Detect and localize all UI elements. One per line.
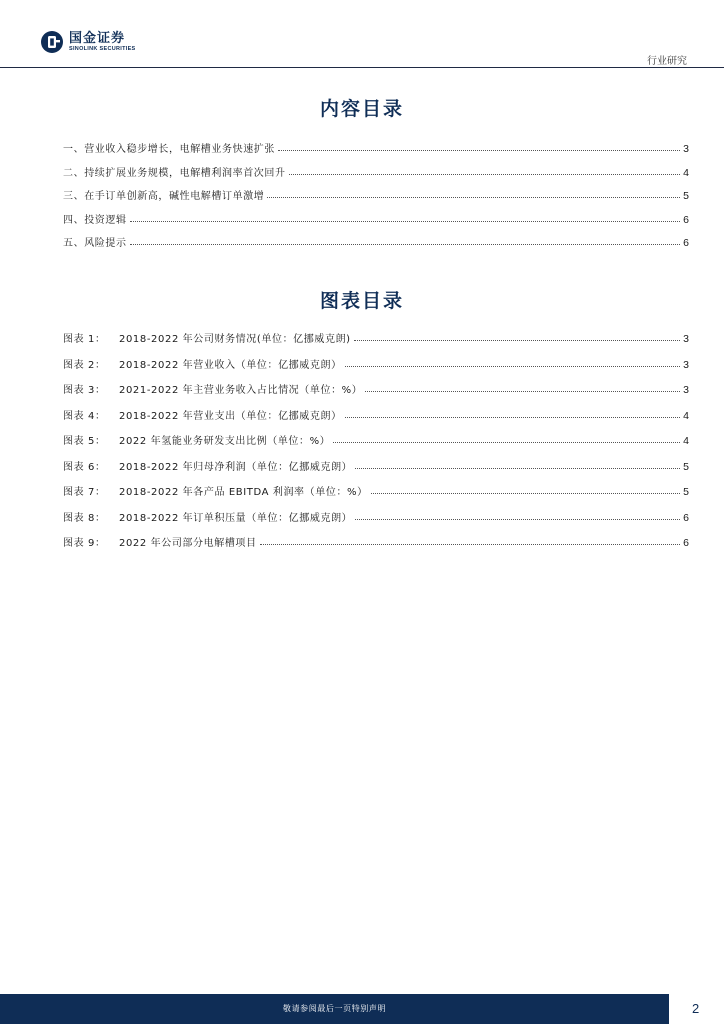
figures-title: 图表目录 <box>319 290 404 312</box>
figure-item-label: 2018-2022 年订单积压量（单位：亿挪威克朗） <box>119 512 353 524</box>
header-divider <box>0 67 724 68</box>
contents-title: 内容目录 <box>319 98 404 120</box>
toc-item-label: 三、在手订单创新高，碱性电解槽订单激增 <box>63 191 265 202</box>
dot-leader <box>130 236 681 245</box>
figure-item[interactable] <box>63 458 689 484</box>
figure-item-page: 4 <box>683 409 689 422</box>
figure-item-prefix: 图表 3： <box>63 385 106 396</box>
dot-leader <box>355 460 680 469</box>
figure-item-page: 3 <box>683 333 689 345</box>
toc-item-label: 一、营业收入稳步增长，电解槽业务快速扩张 <box>63 144 275 155</box>
toc-item[interactable] <box>63 234 689 258</box>
dot-leader <box>278 142 680 151</box>
page-header <box>0 0 724 70</box>
figure-item-label: 2018-2022 年公司财务情况(单位：亿挪威克朗) <box>119 334 351 345</box>
figure-item-label: 2018-2022 年各产品 EBITDA 利润率（单位：%） <box>119 487 368 498</box>
figure-item-prefix: 图表 5： <box>63 436 106 447</box>
figure-item-label: 2021-2022 年主营业务收入占比情况（单位：%） <box>119 385 363 396</box>
figure-item-prefix: 图表 6： <box>63 461 106 473</box>
figure-item[interactable] <box>63 509 689 535</box>
figures-list <box>63 330 689 560</box>
figure-item-page: 3 <box>683 358 689 371</box>
figure-item-prefix: 图表 8： <box>63 512 106 524</box>
report-category: 行业研究 <box>647 56 687 67</box>
figure-item-prefix: 图表 7： <box>63 487 106 498</box>
figure-item[interactable] <box>63 330 689 356</box>
figure-item-prefix: 图表 2： <box>63 359 106 371</box>
figure-item-page: 5 <box>683 460 689 473</box>
figure-item-page: 6 <box>683 537 689 549</box>
dot-leader <box>354 332 680 341</box>
figure-item-page: 6 <box>683 511 689 524</box>
toc-item-label: 五、风险提示 <box>63 238 127 249</box>
footer-disclaimer: 敬请参阅最后一页特别声明 <box>282 1004 387 1013</box>
figure-item[interactable] <box>63 381 689 407</box>
toc-item-page: 6 <box>683 213 689 226</box>
figure-item[interactable] <box>63 483 689 509</box>
figure-item-prefix: 图表 9： <box>63 538 106 549</box>
toc-item[interactable] <box>63 187 689 211</box>
toc-item[interactable] <box>63 164 689 188</box>
figure-item-page: 5 <box>683 486 689 498</box>
dot-leader <box>267 189 680 198</box>
dot-leader <box>130 213 681 222</box>
figure-item-label: 2018-2022 年归母净利润（单位：亿挪威克朗） <box>119 461 353 473</box>
figure-item-page: 3 <box>683 384 689 396</box>
dot-leader <box>345 409 680 418</box>
toc-item-label: 四、投资逻辑 <box>63 214 127 226</box>
figure-item-label: 2018-2022 年营业支出（单位：亿挪威克朗） <box>119 410 342 422</box>
dot-leader <box>365 383 680 392</box>
brand-name-en: SINOLINK SECURITIES <box>69 45 136 52</box>
figure-item[interactable] <box>63 534 689 560</box>
figure-item[interactable] <box>63 432 689 458</box>
dot-leader <box>371 485 680 494</box>
toc-item-page: 4 <box>683 166 689 179</box>
dot-leader <box>260 536 681 545</box>
toc-item-page: 5 <box>683 190 689 202</box>
figure-item-prefix: 图表 1： <box>63 334 106 345</box>
toc-item[interactable] <box>63 211 689 235</box>
company-logo <box>40 30 136 54</box>
figure-item-label: 2022 年氢能业务研发支出比例（单位：%） <box>119 436 331 447</box>
dot-leader <box>345 358 680 367</box>
page-number: 2 <box>692 1001 700 1016</box>
figure-item-prefix: 图表 4： <box>63 410 106 422</box>
dot-leader <box>355 511 680 520</box>
figure-item[interactable] <box>63 356 689 382</box>
figure-item-label: 2022 年公司部分电解槽项目 <box>119 538 257 549</box>
toc-item-page: 3 <box>683 143 689 155</box>
toc-item[interactable] <box>63 140 689 164</box>
toc-item-page: 6 <box>683 237 689 249</box>
contents-list <box>63 140 689 258</box>
figure-item-page: 4 <box>683 435 689 447</box>
brand-name-cn: 国金证券 <box>69 30 126 46</box>
figure-item-label: 2018-2022 年营业收入（单位：亿挪威克朗） <box>119 359 342 371</box>
toc-item-label: 二、持续扩展业务规模，电解槽利润率首次回升 <box>63 167 286 179</box>
dot-leader <box>333 434 680 443</box>
figure-item[interactable] <box>63 407 689 433</box>
dot-leader <box>289 166 681 175</box>
sinolink-logo-icon <box>40 30 64 54</box>
